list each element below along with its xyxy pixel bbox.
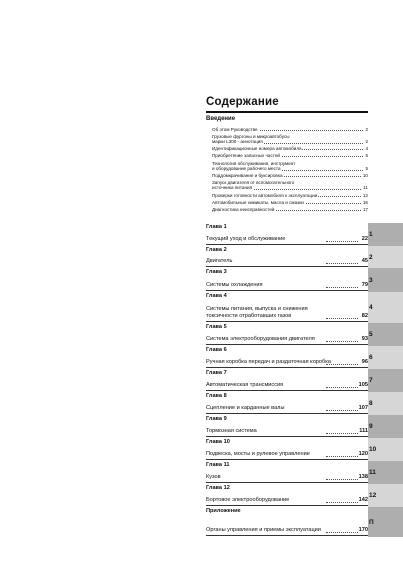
dot-leader	[326, 433, 358, 434]
intro-entry-text: Технология обслуживания, инструмент	[212, 161, 296, 166]
chapter-tab[interactable]: 8	[368, 392, 403, 415]
intro-entry-page: 5	[365, 153, 368, 158]
intro-entry-page: 2	[365, 127, 368, 132]
chapter-title: Системы охлаждения	[206, 282, 263, 288]
dot-leader	[326, 241, 358, 242]
chapter-title: Текущий уход и обслуживание	[206, 236, 286, 242]
chapter-label: Глава 1	[206, 224, 227, 230]
chapter-entry[interactable]	[206, 223, 368, 245]
intro-entry-page: 12	[362, 193, 368, 198]
dot-leader	[326, 502, 358, 503]
intro-entry-page: 4	[365, 146, 368, 151]
intro-entry[interactable]	[212, 180, 368, 191]
intro-entry[interactable]	[212, 146, 368, 151]
chapter-title: Подвеска, мосты и рулевое управление	[206, 451, 310, 457]
chapter-entry[interactable]	[206, 507, 368, 536]
intro-entry[interactable]	[212, 173, 368, 178]
intro-entry[interactable]	[212, 134, 368, 145]
intro-entry[interactable]	[212, 193, 368, 198]
intro-entry-text: Запуск двигателя от вспомогательного	[212, 180, 295, 185]
chapter-tab[interactable]: 3	[368, 268, 403, 292]
chapter-tab[interactable]: 11	[368, 461, 403, 484]
chapter-label: Глава 5	[206, 324, 227, 330]
chapter-title: Система электрооборудования двигателя	[206, 336, 315, 342]
intro-entry-text: марки L300 - аннотация	[212, 139, 263, 145]
dot-leader	[326, 263, 358, 264]
chapter-page: 107	[358, 405, 368, 411]
chapter-label: Глава 2	[206, 247, 227, 253]
chapter-page: 96	[361, 359, 368, 365]
chapter-tab[interactable]: 2	[368, 246, 403, 268]
chapter-title: Органы управления и приемы эксплуатации	[206, 527, 321, 533]
chapter-entry[interactable]	[206, 415, 368, 437]
chapter-entry[interactable]	[206, 268, 368, 291]
chapter-tab[interactable]: 12	[368, 484, 403, 507]
dot-leader	[326, 456, 358, 457]
intro-entry-page: 11	[363, 185, 368, 191]
chapter-title: Тормозная система	[206, 428, 257, 434]
chapter-title: Системы питания, выпуска и снижения	[206, 306, 308, 312]
chapter-page: 79	[361, 282, 368, 288]
dot-leader	[326, 387, 358, 388]
chapter-page: 120	[358, 451, 368, 457]
chapter-title: Бортовое электрооборудование	[206, 497, 290, 503]
chapter-tab[interactable]: П	[368, 507, 403, 537]
chapter-entry[interactable]	[206, 438, 368, 460]
chapter-label: Глава 3	[206, 269, 227, 275]
dot-leader	[326, 341, 358, 342]
chapter-page: 93	[361, 336, 368, 342]
chapter-entry[interactable]	[206, 392, 368, 414]
dot-leader	[326, 364, 358, 365]
chapter-entry[interactable]	[206, 246, 368, 267]
chapter-entry[interactable]	[206, 461, 368, 483]
chapter-page: 82	[361, 313, 368, 319]
chapter-entry[interactable]	[206, 346, 368, 368]
chapter-page: 45	[361, 258, 368, 264]
intro-entry-text: Приобретение запасных частей	[212, 153, 280, 158]
intro-entry-text: Автомобильные химикаты, масла и смазки	[212, 200, 304, 205]
dot-leader	[326, 479, 358, 480]
page-title: Содержание	[206, 96, 279, 108]
chapter-label: Глава 4	[206, 293, 227, 299]
dot-leader	[326, 532, 358, 533]
chapter-page: 105	[358, 382, 368, 388]
intro-entry[interactable]	[212, 127, 368, 132]
dot-leader	[326, 410, 358, 411]
intro-entry-text: Диагностика неисправностей	[212, 207, 275, 212]
chapter-page: 111	[359, 428, 368, 434]
chapter-tab[interactable]: 5	[368, 323, 403, 346]
intro-entry-text: и оборудование рабочего места	[212, 166, 281, 172]
chapter-tab[interactable]: 7	[368, 369, 403, 392]
chapter-tab[interactable]: 4	[368, 292, 403, 323]
dot-leader	[326, 318, 358, 319]
intro-entry[interactable]	[212, 207, 368, 212]
intro-entry[interactable]	[212, 200, 368, 205]
chapter-title: Двигатель	[206, 258, 233, 264]
chapter-title: токсичности отработавших газов	[206, 313, 292, 319]
chapter-label: Глава 8	[206, 393, 227, 399]
chapter-entry[interactable]	[206, 369, 368, 391]
intro-entry-text: Грузовые фургоны и микроавтобусы	[212, 134, 290, 139]
intro-entry-text: Проверки готовности автомобиля к эксплуатации	[212, 193, 318, 198]
intro-entry[interactable]	[212, 161, 368, 172]
chapter-title: Ручная коробка передач и раздаточная коробка	[206, 359, 331, 365]
chapter-label: Глава 12	[206, 485, 230, 491]
chapter-label: Глава 11	[206, 462, 230, 468]
intro-entry-page: 17	[362, 207, 368, 212]
chapter-label: Глава 9	[206, 416, 227, 422]
chapter-title: Автоматическая трансмиссия	[206, 382, 284, 388]
intro-heading: Введение	[206, 116, 236, 122]
chapter-entry[interactable]	[206, 323, 368, 345]
chapter-label: Глава 10	[206, 439, 230, 445]
chapter-tab[interactable]: 6	[368, 346, 403, 369]
chapter-tab[interactable]: 1	[368, 223, 403, 246]
chapter-page: 170	[358, 527, 368, 533]
chapter-tab[interactable]: 9	[368, 415, 403, 438]
chapter-entry[interactable]	[206, 292, 368, 322]
title-divider	[206, 111, 368, 113]
chapter-tab[interactable]: 10	[368, 438, 403, 461]
chapter-page: 142	[358, 497, 368, 503]
intro-entry-text: Поддомкрачивание и буксировка	[212, 173, 283, 178]
chapter-label: Глава 6	[206, 347, 227, 353]
chapter-title: Сцепление и карданные валы	[206, 405, 285, 411]
intro-entry-text: Об этом Руководстве	[212, 127, 258, 132]
dot-leader	[326, 287, 358, 288]
intro-entry-page: 2	[365, 139, 368, 145]
chapter-label: Глава 7	[206, 370, 227, 376]
intro-entry-text: Идентификационные номера автомобиля	[212, 146, 302, 151]
chapter-entry[interactable]	[206, 484, 368, 506]
intro-entry-page: 5	[365, 166, 368, 172]
chapter-title: Кузов	[206, 474, 221, 480]
intro-entry-page: 16	[362, 200, 368, 205]
intro-entry-page: 10	[362, 173, 368, 178]
intro-entry-text: источника питания	[212, 185, 253, 191]
chapter-page: 138	[358, 474, 368, 480]
chapter-page: 22	[361, 236, 368, 242]
intro-entry[interactable]	[212, 153, 368, 158]
chapter-label: Приложение	[206, 508, 241, 514]
